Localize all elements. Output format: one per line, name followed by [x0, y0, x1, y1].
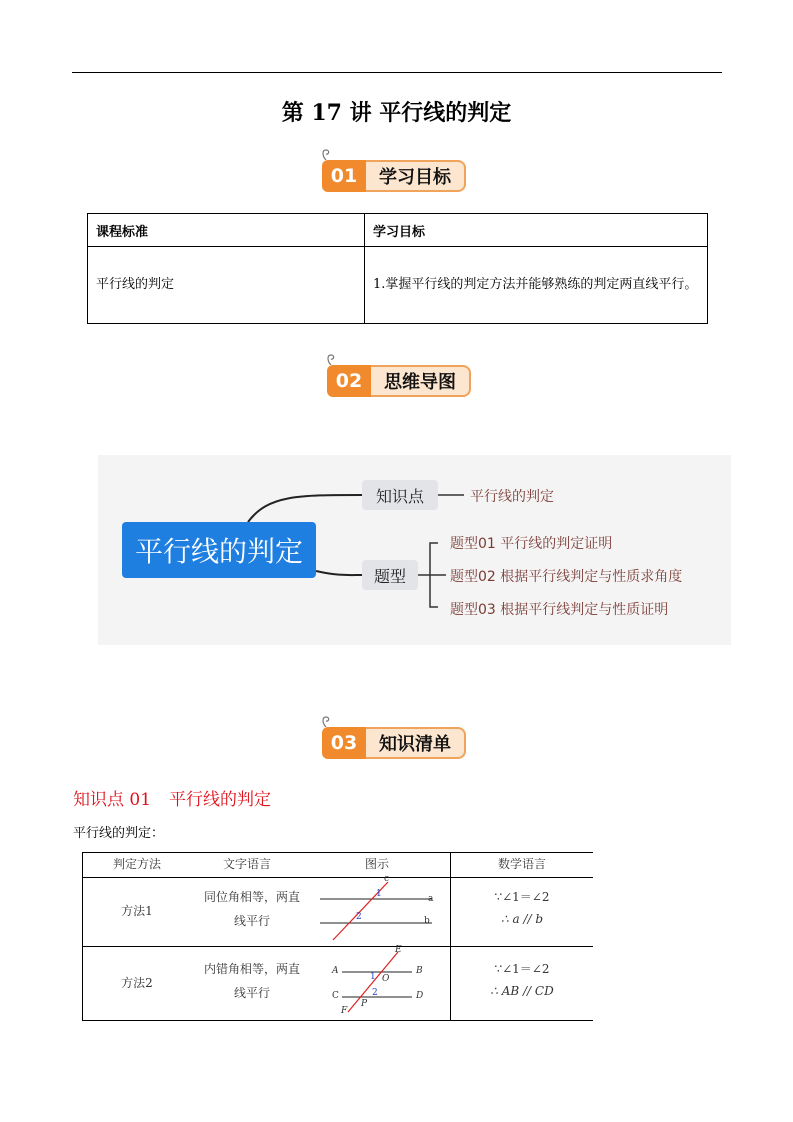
figure-label: F	[341, 1006, 348, 1016]
methods-table	[82, 852, 593, 1021]
page-title: 第 17 讲 平行线的判定	[281, 100, 512, 126]
mind-map-root: 平行线的判定	[122, 522, 316, 578]
mind-map	[98, 455, 731, 645]
figure-label: E	[395, 945, 402, 955]
clip-icon	[320, 715, 332, 727]
section-label: 学习目标	[366, 160, 466, 192]
method-math: ∵∠1＝∠2	[494, 890, 550, 904]
figure-label: a	[428, 894, 434, 904]
mind-map-leaf: 题型02 根据平行线判定与性质求角度	[450, 569, 683, 585]
method-text: 同位角相等，两直	[203, 890, 300, 904]
section-badge-03	[322, 721, 472, 759]
section-number: 03	[322, 727, 366, 759]
figure-label: B	[416, 966, 423, 976]
goals-header-goal: 学习目标	[365, 214, 708, 247]
section-badge-02	[327, 359, 477, 397]
method-text: 内错角相等，两直	[203, 962, 300, 976]
method-math: ∴ AB // CD	[490, 984, 554, 998]
goals-table	[87, 213, 708, 324]
goals-goal-cell: 1.掌握平行线的判定方法并能够熟练的判定两直线平行。	[365, 247, 708, 324]
figure-label: b	[424, 916, 430, 926]
mind-map-node-types: 题型	[362, 560, 418, 590]
knowledge-intro: 平行线的判定：	[73, 826, 165, 841]
methods-header-math: 数学语言	[497, 857, 546, 871]
figure-angle: 1	[370, 972, 376, 982]
section-number: 01	[322, 160, 366, 192]
goals-header-standard: 课程标准	[88, 214, 365, 247]
knowledge-point-title: 平行线的判定	[169, 790, 272, 810]
mind-map-leaf: 题型03 根据平行线判定与性质证明	[450, 602, 669, 618]
clip-icon	[320, 148, 332, 160]
mind-map-node-knowledge: 知识点	[362, 480, 438, 510]
figure-label: A	[332, 966, 339, 976]
section-badge-01	[322, 154, 472, 192]
header-rule	[72, 72, 722, 73]
knowledge-point-tag: 知识点 01	[73, 790, 152, 810]
method-math: ∵∠1＝∠2	[494, 962, 550, 976]
method-text: 线平行	[233, 914, 270, 928]
figure-label: O	[382, 974, 390, 984]
method-text: 线平行	[233, 986, 270, 1000]
section-number: 02	[327, 365, 371, 397]
methods-header-text: 文字语言	[222, 857, 271, 871]
figure-angle: 1	[376, 889, 382, 899]
method-math: ∴ a // b	[501, 912, 543, 926]
figure-label: C	[332, 991, 339, 1001]
methods-header-figure: 图示	[364, 857, 389, 871]
clip-icon	[325, 353, 337, 365]
knowledge-point-heading	[73, 785, 271, 810]
figure-angle: 2	[372, 988, 378, 998]
methods-header-method: 判定方法	[112, 857, 161, 871]
mind-map-leaf: 平行线的判定	[470, 489, 554, 505]
method-name: 方法1	[121, 904, 153, 918]
section-label: 思维导图	[371, 365, 471, 397]
mind-map-leaf: 题型01 平行线的判定证明	[450, 536, 613, 552]
figure-label: c	[384, 874, 390, 884]
figure-label: D	[416, 991, 424, 1001]
method-name: 方法2	[121, 976, 153, 990]
goals-standard-cell: 平行线的判定	[88, 247, 365, 324]
section-label: 知识清单	[366, 727, 466, 759]
figure-angle: 2	[356, 912, 362, 922]
figure-label: P	[361, 999, 368, 1009]
